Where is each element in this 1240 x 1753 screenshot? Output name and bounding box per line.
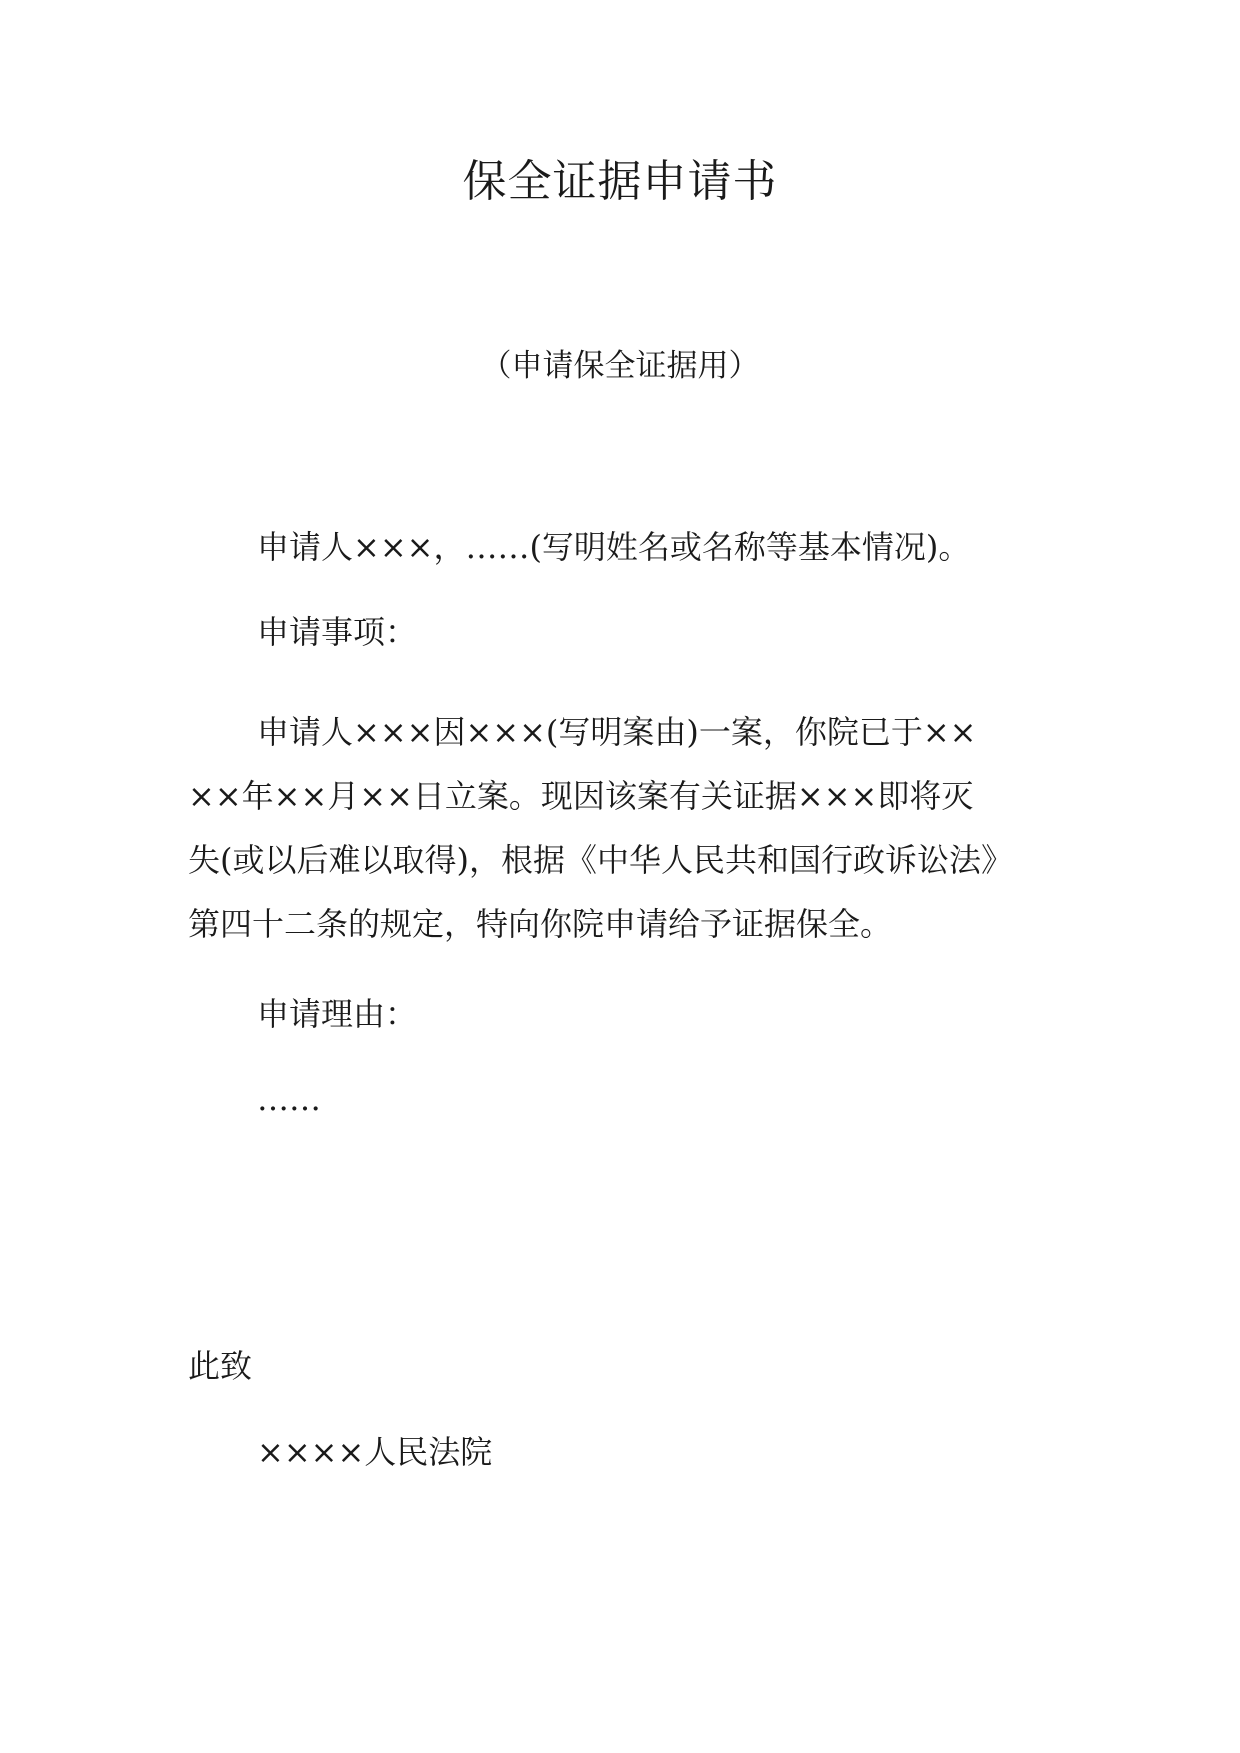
request-body-line: 第四十二条的规定，特向你院申请给予证据保全。 bbox=[188, 905, 893, 943]
closing-salutation: 此致 bbox=[188, 1347, 253, 1385]
request-body-line: 申请人×××因×××(写明案由)一案，你院已于×× bbox=[257, 713, 977, 751]
document-subtitle: （申请保全证据用） bbox=[480, 348, 760, 384]
request-body-line: 失(或以后难以取得)，根据《中华人民共和国行政诉讼法》 bbox=[188, 841, 1013, 879]
reason-body: …… bbox=[257, 1080, 321, 1118]
request-body bbox=[188, 700, 1058, 956]
recipient-court: ××××人民法院 bbox=[257, 1433, 493, 1471]
document-title: 保全证据申请书 bbox=[462, 156, 778, 207]
applicant-line: 申请人×××，……(写明姓名或名称等基本情况)。 bbox=[257, 528, 971, 566]
request-body-line: ××年××月××日立案。现因该案有关证据×××即将灭 bbox=[188, 777, 974, 815]
reason-heading: 申请理由： bbox=[257, 995, 418, 1033]
request-heading: 申请事项： bbox=[257, 613, 418, 651]
